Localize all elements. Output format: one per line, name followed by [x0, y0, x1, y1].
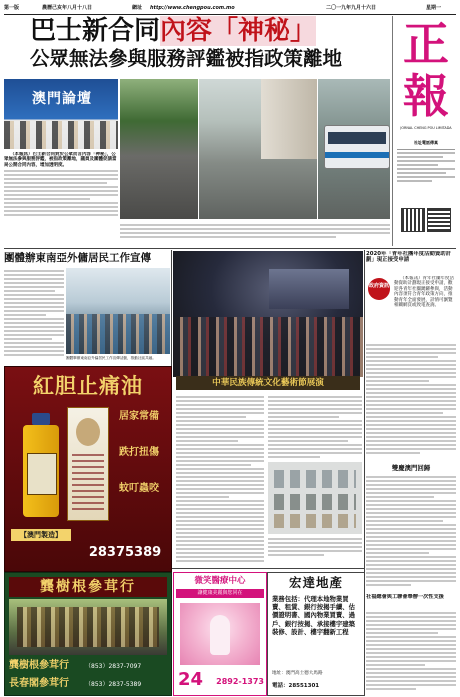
- lunar-date: 農曆己亥年八月十八日: [42, 5, 93, 11]
- qr-code-2: [427, 208, 451, 232]
- center-body-b: [268, 394, 362, 460]
- headline-red: 內容「神秘」: [160, 16, 317, 46]
- right-body-1: [394, 276, 456, 340]
- right-body-2: [366, 342, 456, 462]
- ginseng-shop-sign: 龔樹根參茸行: [9, 577, 167, 597]
- publisher-name: JORNAL CHENG POU LIMITADA: [400, 126, 452, 130]
- headline-black: 巴士新合同: [30, 16, 161, 46]
- page-label: 第一版: [4, 5, 20, 11]
- clinic-subtitle: 讓健康美麗與您同在: [176, 589, 264, 598]
- lead-photo-forum: [4, 79, 118, 149]
- realestate-services: 業務包括：代理本地物業買賣、租賃、銀行按揭手續、估價證明書、國內物業買賣、過戶、銀行按揭、承接樓宇建築裝修、設計、樓宇翻新工程: [272, 595, 356, 636]
- center-photo-banner: 中華民族傳統文化藝術節展演: [176, 376, 360, 390]
- qr-code-1: [401, 208, 425, 232]
- rule-ads: [172, 568, 364, 569]
- bus-body: [324, 125, 390, 169]
- center-body-a: [176, 394, 264, 566]
- logo-block: [392, 16, 457, 246]
- ad-real-estate: [267, 572, 365, 696]
- jar-row-3: [274, 514, 356, 528]
- oil-title: 紅胆止痛油: [33, 374, 143, 398]
- ginseng-shopfront: [9, 599, 167, 655]
- street-building: [261, 79, 317, 159]
- oil-company: 【澳門製造】: [11, 529, 71, 541]
- logo-char-2: 報: [403, 69, 449, 123]
- center-subheading: 雙慶澳門回歸: [391, 464, 431, 472]
- ginseng-branch-2: 長春閣參茸行: [9, 678, 69, 689]
- ginseng-branch-1: 龔樹根參茸行: [9, 660, 69, 671]
- logo-char-1: 正: [403, 17, 449, 71]
- clinic-phone: 2892-1373: [216, 677, 264, 686]
- audience: [173, 317, 363, 377]
- publisher-info: 社址電話傳真: [414, 140, 438, 145]
- ad-red-balm-oil: [4, 366, 172, 572]
- right-heading-1: 2020年「青年社團年度活動資助計劃」現正接受申請: [366, 251, 452, 264]
- oil-box: [67, 407, 109, 521]
- realestate-phone: 電話：28551301: [272, 683, 320, 689]
- weekday: 星期一: [426, 5, 442, 11]
- right-body-4: [366, 610, 456, 694]
- gregorian-date: 二〇一九年九月十六日: [326, 5, 377, 11]
- lead-photo-street: [199, 79, 317, 219]
- gov-stamp: 政府資訊: [368, 278, 390, 300]
- center-photo-performance: [173, 251, 363, 377]
- oil-tag-1: 居家常備: [119, 411, 159, 422]
- mid-photo-caption: 團體舉辦東南亞外傭居民工作宣傳活動，推動社區共融。: [66, 356, 156, 360]
- oil-phone: 28375389: [88, 545, 162, 560]
- lead-subheadline: 公眾無法參與服務評鑑被指政策離地: [30, 47, 343, 70]
- lead-photo-bus: [318, 79, 390, 219]
- ginseng-phone-2: （853）2837-5389: [85, 681, 142, 688]
- site-url[interactable]: http://www.chengpou.com.mo: [150, 5, 235, 11]
- mid-story-headline: 團體辦東南亞外傭居民工作宣傳: [4, 252, 151, 264]
- jar-row-1: [274, 470, 356, 488]
- stage: [269, 269, 349, 309]
- right-heading-2: 社福總會與工聯會舉辦一次性支援: [366, 594, 444, 600]
- mid-photo-people: [66, 314, 170, 354]
- ginseng-phone-1: （853）2837-7097: [85, 663, 142, 670]
- lead-headline: [30, 16, 370, 46]
- ad-ginseng-shop: [4, 572, 172, 696]
- right-body-3: [366, 474, 456, 592]
- center-body-c: [268, 536, 362, 566]
- mid-story-photo: [66, 268, 170, 354]
- jar-row-2: [274, 494, 356, 510]
- forum-speakers: [4, 121, 118, 149]
- right-body-text: （本報訊）青年社團年度活動資助計劃現正接受申請，歡迎各青年社團踴躍參與，活動內容須符合青年政策方向，推動青年全面發展，詳情可瀏覽相關網頁或致電查詢。: [394, 276, 454, 309]
- oil-tag-2: 跌打扭傷: [119, 447, 159, 458]
- oil-tag-3: 蚊叮蟲咬: [119, 483, 159, 494]
- oil-bottle: [19, 413, 63, 517]
- mid-story-body: [4, 268, 64, 378]
- realestate-title: 宏達地產: [288, 575, 343, 590]
- masthead-strip: [4, 3, 456, 15]
- lead-photo-bus-stop: [120, 79, 198, 219]
- center-photo-jars: [268, 462, 362, 534]
- clinic-hours: 24: [178, 669, 204, 690]
- clinic-visual: [180, 603, 260, 665]
- publisher-details: [397, 148, 455, 204]
- lead-article-left: [4, 152, 118, 246]
- ad-smile-clinic: [173, 572, 267, 696]
- clinic-title: 微笑醫療中心: [194, 576, 246, 586]
- url-prefix: 網址: [132, 5, 143, 11]
- lead-article-bottom: [120, 222, 390, 246]
- rule-top: [4, 248, 456, 249]
- realestate-address: 地址：澳門高士德大馬路: [272, 671, 323, 676]
- forum-banner: 澳門論壇: [32, 91, 92, 107]
- lead-caption: （本報訊）巴士新合同對於公眾而言內容「神秘」，公眾無法參與服務評鑑，被指政策離地，議員及團體促請當局公開合同內容，增加透明度。: [4, 152, 117, 168]
